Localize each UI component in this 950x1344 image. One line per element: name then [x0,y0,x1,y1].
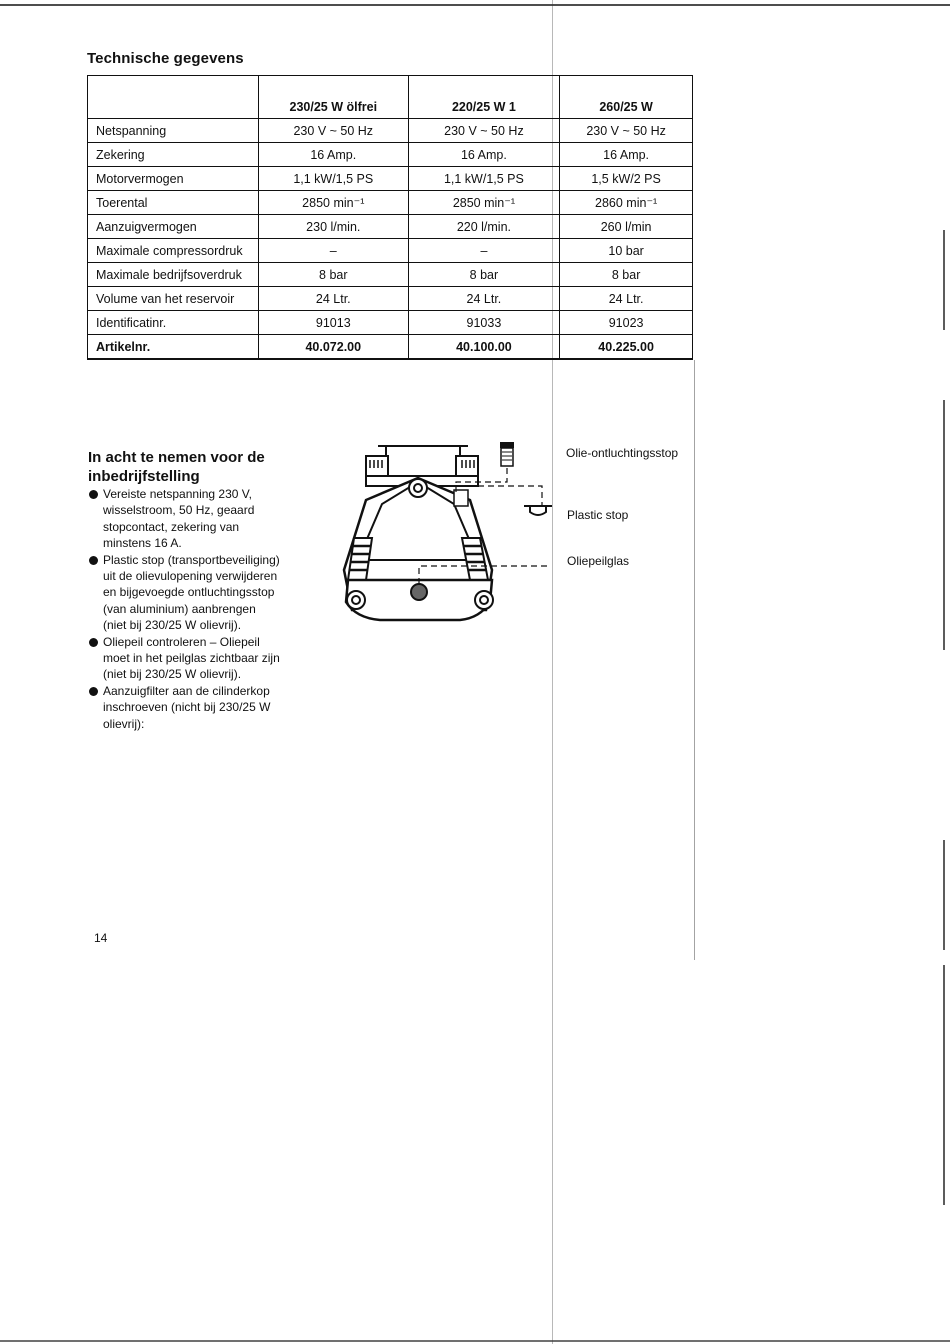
row-label: Motorvermogen [88,167,259,191]
list-item: Oliepeil controleren – Oliepeil moet in het peilglas zichtbaar zijn (niet bij 230/25 W olievrij). [88,634,280,683]
table-header-row [88,76,693,119]
row-label: Volume van het reservoir [88,287,259,311]
table-row [88,287,693,311]
table-cell: 40.072.00 [258,335,408,360]
row-label: Aanzuigvermogen [88,215,259,239]
table-row [88,215,693,239]
row-label: Maximale bedrijfsoverdruk [88,263,259,287]
table-cell: 2860 min⁻¹ [560,191,693,215]
row-label: Artikelnr. [88,335,259,360]
table-header-cell: 260/25 W [560,76,693,119]
table-cell: 24 Ltr. [408,287,560,311]
table-cell: – [258,239,408,263]
row-label: Netspanning [88,119,259,143]
table-cell: 24 Ltr. [560,287,693,311]
table-cell: 1,1 kW/1,5 PS [258,167,408,191]
table-cell: 91013 [258,311,408,335]
scan-edge-mark [943,400,945,650]
table-row [88,335,693,360]
table-cell: 230 V ~ 50 Hz [258,119,408,143]
breather-label: Olie-ontluchtingsstop [566,446,679,460]
compressor-diagram [330,430,590,630]
sight-glass-label: Oliepeilglas [567,554,630,568]
table-cell: 16 Amp. [258,143,408,167]
table-row [88,239,693,263]
table-header-cell: 230/25 W ölfrei [258,76,408,119]
row-label: Zekering [88,143,259,167]
table-cell: 16 Amp. [408,143,560,167]
scan-edge-mark [943,965,945,1205]
scan-edge-mark [943,840,945,950]
table-cell: 230 V ~ 50 Hz [560,119,693,143]
table-cell: 220 l/min. [408,215,560,239]
section-heading: In acht te nemen voor de inbedrijfstelling [88,449,265,485]
table-cell: 230 l/min. [258,215,408,239]
table-cell: 2850 min⁻¹ [408,191,560,215]
table-cell: 16 Amp. [560,143,693,167]
table-row [88,191,693,215]
list-item: Aanzuigfilter aan de cilinderkop inschroeven (nicht bij 230/25 W olievrij): [88,683,280,732]
list-item: Vereiste netspanning 230 V, wisselstroom, 50 Hz, geaard stopcontact, zekering van minstens 16 A. [88,486,280,552]
table-cell: 91023 [560,311,693,335]
table-row [88,143,693,167]
table-header-cell: 220/25 W 1 [408,76,560,119]
table-row [88,167,693,191]
table-cell: 40.100.00 [408,335,560,360]
table-row [88,311,693,335]
plastic-stop-label: Plastic stop [567,508,629,522]
specs-table [87,75,693,360]
table-cell: 91033 [408,311,560,335]
scan-edge-line [0,1340,950,1342]
row-label: Maximale compressordruk [88,239,259,263]
scan-edge-mark [943,230,945,330]
table-header-cell [88,76,259,119]
table-cell: 24 Ltr. [258,287,408,311]
table-cell: 230 V ~ 50 Hz [408,119,560,143]
table-cell: – [408,239,560,263]
instruction-list [88,486,280,732]
scan-fold-line [694,360,695,960]
table-cell: 8 bar [408,263,560,287]
table-cell: 8 bar [258,263,408,287]
table-cell: 8 bar [560,263,693,287]
table-cell: 2850 min⁻¹ [258,191,408,215]
table-row [88,119,693,143]
row-label: Toerental [88,191,259,215]
page-number: 14 [94,931,108,945]
table-cell: 40.225.00 [560,335,693,360]
page-title: Technische gegevens [87,50,244,67]
table-row [88,263,693,287]
scan-edge-line [0,4,950,6]
row-label: Identificatinr. [88,311,259,335]
list-item: Plastic stop (transportbeveiliging) uit de olievulopening verwijderen en bijgevoegde ontluchtingsstop (van aluminium) aanbrengen (niet bij 230/25 W olievrij). [88,552,280,634]
table-cell: 10 bar [560,239,693,263]
table-cell: 1,1 kW/1,5 PS [408,167,560,191]
table-cell: 1,5 kW/2 PS [560,167,693,191]
table-cell: 260 l/min [560,215,693,239]
